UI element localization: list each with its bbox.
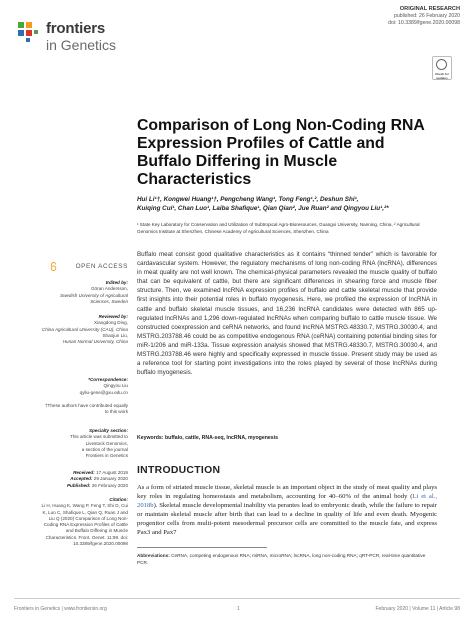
reviewed-by-label: Reviewed by:	[98, 314, 128, 319]
intro-text-a: As a form of striated muscle tissue, skeletal muscle is an important object in the study of meat quality and plays key roles in regulating homeostasis and metabolism, accounting for 40–60% of the animal body (	[137, 484, 437, 500]
page-number: 1	[237, 606, 240, 612]
abstract: Buffalo meat consist good qualitative characteristics as it contains “thinned tender” which is favorable for cardavascular system. However, the regulatory mechanisms of long non-coding RNA (lncRNA), differences in meat quality are not well known. The chemical-physical parameters revealed the muscle quality of buffalo that can be equivalent of cattle, but there are significant differences in shearing force and muscle fiber structure. Then, we examined lncRNA expression profiles of buffalo and cattle skeletal muscle that provide first insights into their potential roles in buffalo myogenesis. Here, we profiled the expression of lncRNA in cattle and buffalo skeletal muscle tissues, and 16,236 lncRNA candidates were detected with 865 up-regulated lncRNAs and 1,296 down-regulated lncRNAs when comparing buffalo to cattle muscle tissue. We constructed coexpression and ceRNA networks, and found lncRNA MSTRG.48330.7, MSTRG.30030.4, and MSTRG.203788.46 could be as competitive endogenous RNA (ceRNA) containing potential binding sites for miR-1/206 and miR-133a. Tissue expression analysis showed that MSTRG.48330.7, MSTRG.30030.4, and MSTRG.203788.46 were highly and specifically expressed in muscle tissue. Present study may be used as a reference tool for starting point investigations into the roles played by several of those lncRNAs during buffalo myogenesis.	[137, 251, 437, 377]
editor-affiliation: Swedish University of Agricultural Sciences, Sweden	[60, 292, 128, 304]
intro-citation-link[interactable]: Li et al., 2018b	[137, 493, 437, 509]
open-access-icon	[50, 262, 57, 271]
keywords-line	[137, 435, 437, 441]
dates-block	[40, 470, 128, 489]
check-updates-badge[interactable]	[432, 56, 452, 80]
specialty-block	[40, 428, 128, 459]
equal-contribution-note: †These authors have contributed equally to this work	[45, 403, 128, 415]
frontiers-logo-icon	[16, 20, 42, 46]
specialty-journal: Frontiers in Genetics	[85, 453, 128, 459]
received-date: 17 August 2019	[96, 470, 128, 475]
footer-issue-info: February 2020 | Volume 11 | Article 98	[375, 606, 460, 612]
abbreviations-text: CeRNA, competing endogenous RNA; miRNA, microRNA; lncRNA, long non-coding RNA; qRT-PCR, real-time quantitative PCR.	[137, 553, 426, 565]
editor-name[interactable]: Göran Andersson,	[90, 286, 128, 292]
citation-block	[40, 497, 128, 547]
reviewer-2-affiliation: Hunan Normal University, China	[62, 339, 128, 345]
correspondence-label: *Correspondence:	[88, 377, 128, 382]
keywords-label: Keywords:	[137, 435, 164, 441]
introduction-text	[137, 483, 437, 537]
footer-divider	[14, 598, 460, 599]
correspondence-block	[40, 377, 128, 396]
specialty-text-b: a section of the journal	[81, 446, 128, 452]
citation-label: Citation:	[109, 497, 128, 502]
reviewer-1-name[interactable]: Xiangdong Ding,	[94, 320, 128, 326]
affiliations: ¹ State Key Laboratory for Conservation and Utilization of Subtropical Agro-Bioresources, Guangxi University, Nanning, China, ² Agricultural Genomics Institute at Shenzhen, Chinese Academy of Agricultural Sciences, Shenzhen, China	[137, 222, 420, 234]
published-label: Published:	[66, 482, 91, 488]
introduction-heading: INTRODUCTION	[137, 465, 221, 476]
authors-line-1: Hui Li¹†, Kongwei Huang¹†, Pengcheng Wang¹, Tong Feng¹,², Deshun Shi¹,	[137, 196, 359, 203]
reviewers-block	[40, 314, 128, 345]
published-date: published: 26 February 2020	[393, 13, 460, 19]
specialty-label: Specialty section:	[88, 428, 128, 433]
journal-name: in Genetics	[46, 37, 117, 53]
reviewer-1-affiliation: China Agricultural University (CAU), China	[41, 326, 128, 332]
authors-line-2: Kuiqing Cui¹, Chan Luo¹, Laiba Shafique¹, Qian Qian², Jue Ruan² and Qingyou Liu¹,²*	[137, 205, 389, 212]
accepted-date: 29 January 2020	[93, 476, 128, 482]
reviewer-2-name[interactable]: Shaojun Liu,	[102, 332, 128, 338]
correspondence-name: Qingyou Liu	[103, 383, 128, 389]
open-access-label: OPEN ACCESS	[75, 263, 128, 270]
abbreviations	[137, 553, 437, 566]
footnote-divider	[137, 547, 267, 548]
author-list	[137, 195, 437, 213]
specialty-section: Livestock Genomics,	[85, 440, 128, 446]
intro-text-b: ). Skeletal muscle developmental inability via perantes lead to embryonic death, while the failure to repair or maintain skeletal muscle after birth that can lead to a decline in quality of life and even death. Myogenic progenitor cells from multi-potent mesodermal precursor cells are committed to the muscle fate, and express Pax3 and Pax7	[137, 502, 437, 536]
keywords-text: buffalo, cattle, RNA-seq, lncRNA, myogenesis	[164, 435, 278, 441]
article-meta	[388, 6, 460, 27]
check-updates-icon	[436, 59, 447, 70]
article-title: Comparison of Long Non-Coding RNA Expression Profiles of Cattle and Buffalo Differing in Muscle Characteristics	[137, 117, 425, 188]
accepted-label: Accepted:	[70, 476, 93, 482]
footer-journal-site[interactable]: Frontiers in Genetics | www.frontiersin.org	[14, 606, 107, 612]
citation-text: Li H, Huang K, Wang P, Feng T, Shi D, Cui K, Luo C, Shafique L, Qian Q, Ruan J and Liu Q (2020) Comparison of Long Non-Coding RNA Expression Profiles of Cattle and Buffalo Differing in Muscle Characteristics. Front. Genet. 11:98. doi: 10.3389/fgene.2020.00098	[41, 503, 128, 547]
specialty-text-a: This article was submitted to	[70, 434, 128, 440]
check-updates-label: Check for updates	[435, 72, 449, 80]
abbreviations-label: Abbreviations:	[137, 553, 170, 558]
received-label: Received:	[73, 470, 95, 475]
editor-block	[40, 280, 128, 305]
doi-link[interactable]: doi: 10.3389/fgene.2020.00098	[388, 20, 460, 26]
brand-name: frontiers	[46, 20, 106, 37]
edited-by-label: Edited by:	[105, 280, 128, 285]
article-type: ORIGINAL RESEARCH	[399, 6, 460, 12]
correspondence-email[interactable]: qyliu-gene@gxu.edu.cn	[79, 389, 128, 395]
journal-logo[interactable]	[16, 18, 176, 58]
published-date-side: 26 February 2020	[91, 482, 128, 488]
